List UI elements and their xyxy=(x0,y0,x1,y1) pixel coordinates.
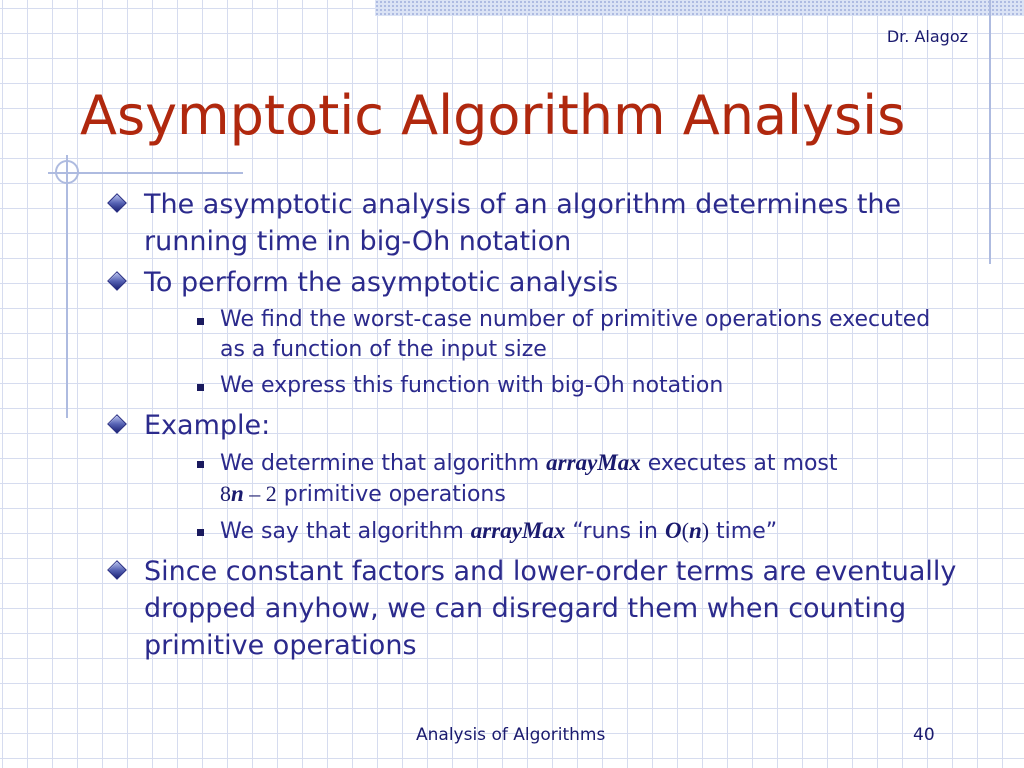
math-constant: – 2 xyxy=(243,481,277,506)
sub-bullet-item xyxy=(184,516,958,547)
square-bullet-icon xyxy=(197,461,204,468)
slide-title: Asymptotic Algorithm Analysis xyxy=(80,84,906,147)
decorative-circle xyxy=(55,160,79,184)
bullet-item xyxy=(108,553,958,664)
sub-bullet-text-pre: We say that algorithm xyxy=(220,519,471,544)
square-bullet-icon xyxy=(197,318,204,325)
sub-bullet-item xyxy=(184,305,958,365)
square-bullet-icon xyxy=(197,384,204,391)
sub-bullet-text-post: primitive operations xyxy=(276,482,506,507)
math-variable: n xyxy=(688,518,702,543)
diamond-bullet-icon xyxy=(109,273,126,290)
decorative-vertical-line-left xyxy=(66,155,68,418)
bullet-text: To perform the asymptotic analysis xyxy=(144,267,619,298)
diamond-bullet-icon xyxy=(109,416,126,433)
sub-bullet-item xyxy=(184,371,958,401)
sub-bullet-text-mid: “runs in xyxy=(565,519,665,544)
sub-bullet-text-mid: executes at most xyxy=(640,451,838,476)
sub-bullet-text: We express this function with big-Oh notation xyxy=(220,373,724,398)
math-paren-close: ) xyxy=(701,518,710,543)
sub-bullet-item xyxy=(184,448,958,510)
footer-title: Analysis of Algorithms xyxy=(416,725,606,745)
author-label: Dr. Alagoz xyxy=(886,27,968,46)
math-coefficient: 8 xyxy=(220,481,231,506)
big-o-symbol: O xyxy=(664,518,682,543)
sub-bullet-text-pre: We determine that algorithm xyxy=(220,451,547,476)
sub-bullet-text: We find the worst-case number of primitive operations executed as a function of the input size xyxy=(220,307,931,362)
bullet-item xyxy=(108,264,958,301)
decorative-vertical-line-right xyxy=(989,0,991,264)
diamond-bullet-icon xyxy=(109,195,126,212)
algorithm-name: arrayMax xyxy=(470,518,566,543)
bullet-text: The asymptotic analysis of an algorithm determines the running time in big-Oh notation xyxy=(144,189,902,257)
diamond-bullet-icon xyxy=(109,562,126,579)
bullet-text: Example: xyxy=(144,410,271,441)
page-number: 40 xyxy=(913,725,935,745)
decorative-top-bar xyxy=(375,0,1024,16)
math-paren-open: ( xyxy=(681,518,689,543)
sub-bullet-text-post: time” xyxy=(709,519,778,544)
math-variable: n xyxy=(231,481,244,506)
algorithm-name: arrayMax xyxy=(546,450,641,475)
bullet-item xyxy=(108,407,958,444)
bullet-text: Since constant factors and lower-order terms are eventually dropped anyhow, we can disregard them when counting primitive operations xyxy=(144,556,957,661)
slide-body xyxy=(108,186,958,668)
bullet-item xyxy=(108,186,958,260)
square-bullet-icon xyxy=(197,529,204,536)
